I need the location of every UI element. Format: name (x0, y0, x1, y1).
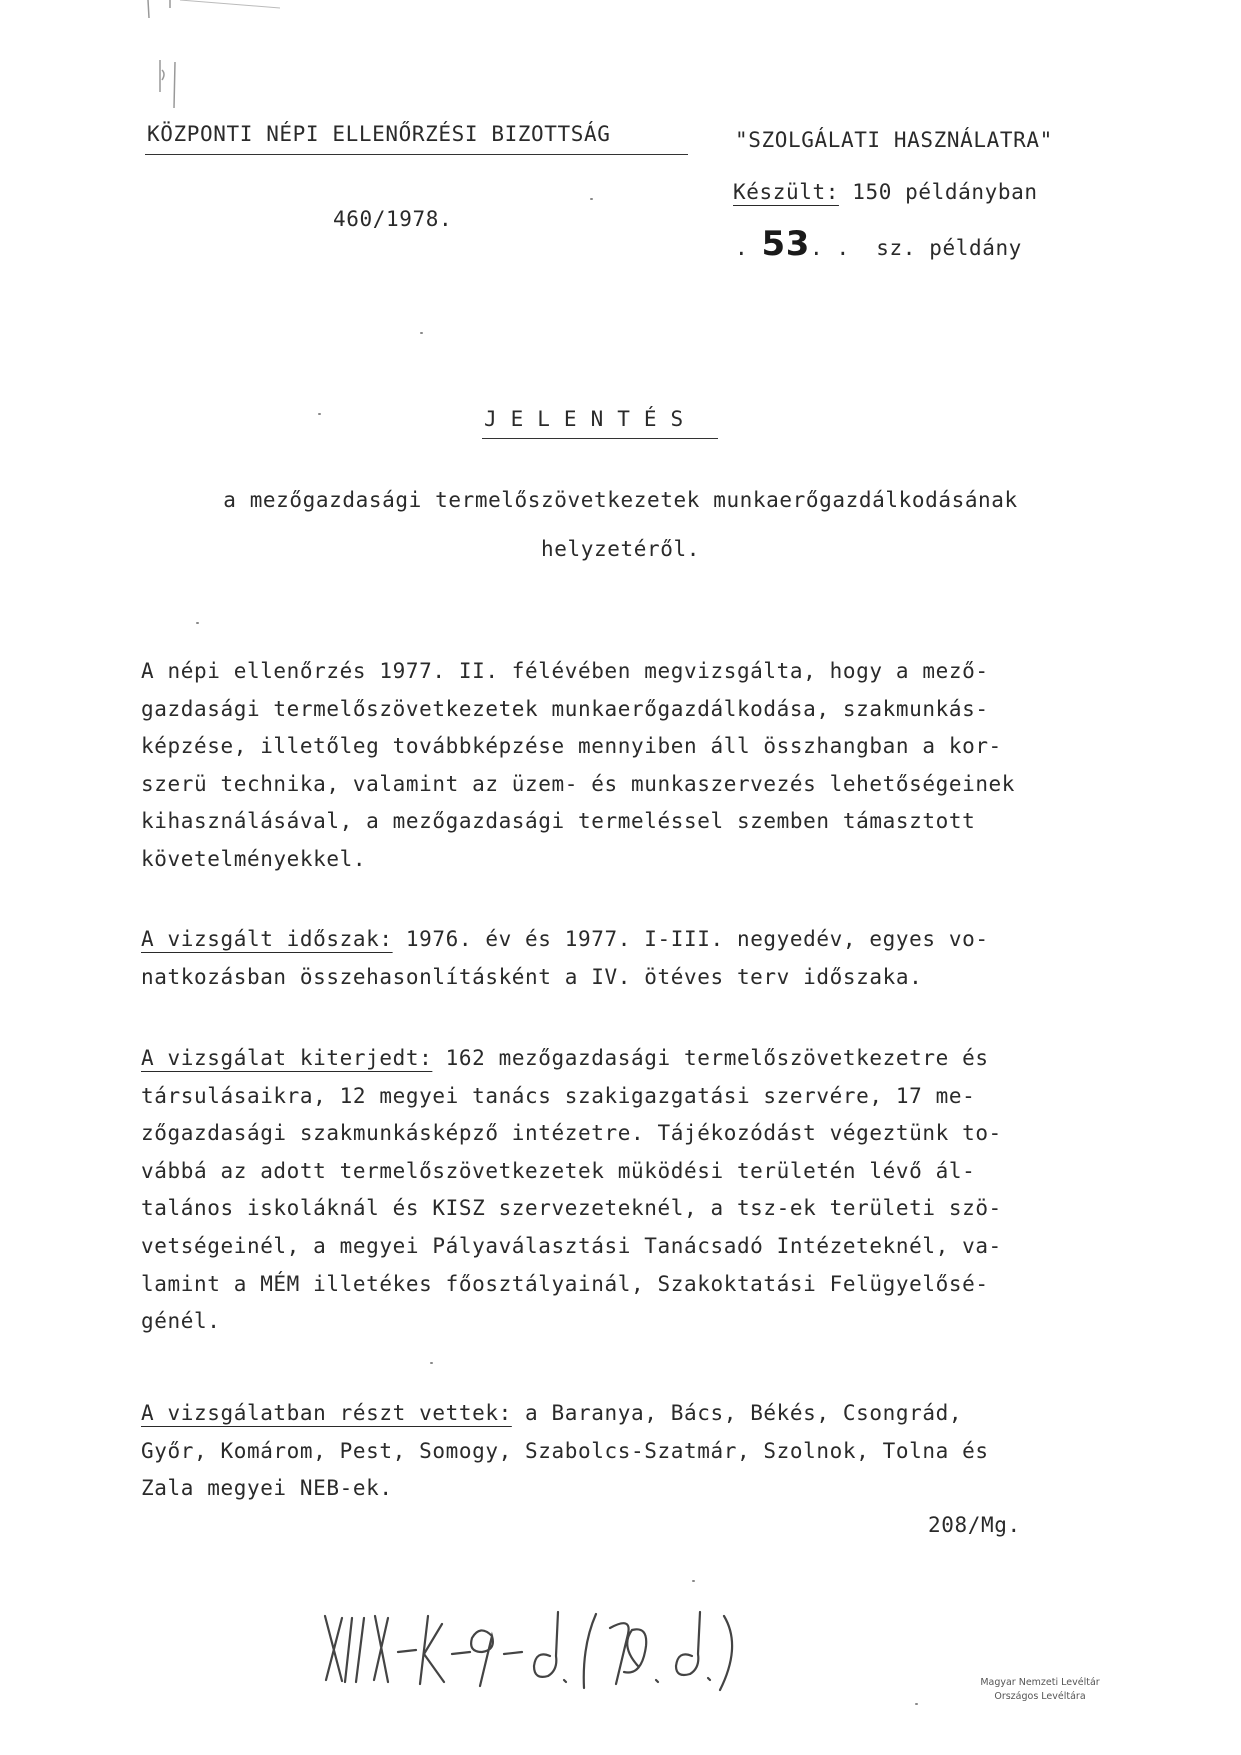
text-line: vetségeinél, a megyei Pályaválasztási Tanácsadó Intézeteknél, va- (141, 1233, 1002, 1258)
scan-speck (318, 413, 321, 415)
participants-label: A vizsgálatban részt vettek: (141, 1401, 512, 1425)
text-line: zőgazdasági szakmunkásképző intézetre. Tájékozódást végeztünk to- (141, 1121, 1002, 1146)
archive-signature-mark (320, 1606, 760, 1696)
document-title: JELENTÉS (484, 407, 698, 431)
archive-stamp (950, 1676, 1130, 1704)
scan-corner-marks (140, 0, 280, 120)
copy-suffix: sz. példány (876, 236, 1022, 260)
paragraph-period (141, 921, 1141, 996)
scan-speck (915, 1703, 918, 1705)
text-line: szerü technika, valamint az üzem- és munkaszervezés lehetőségeinek (141, 771, 1016, 796)
scan-speck (196, 622, 199, 624)
subtitle-line-2: helyzetéről. (541, 537, 700, 561)
stamp-line-1: Magyar Nemzeti Levéltár (980, 1677, 1100, 1688)
paragraph-participants (141, 1395, 1141, 1508)
organization-underline (145, 154, 688, 155)
paragraph-scope (141, 1040, 1141, 1341)
text-line: kihasználásával, a mezőgazdasági termeléssel szemben támasztott (141, 809, 976, 834)
text-line: lamint a MÉM illetékes főosztályainál, Szakoktatási Felügyelősé- (141, 1271, 989, 1296)
reference-number: 460/1978. (333, 207, 453, 231)
text-line: Zala megyei NEB-ek. (141, 1476, 393, 1501)
copies-label: Készült: (733, 180, 839, 204)
period-label: A vizsgált időszak: (141, 927, 393, 951)
text-line: natkozásban összehasonlításként a IV. ötéves terv időszaka. (141, 964, 923, 989)
text-line: talános iskoláknál és KISZ szervezeteknél, a tsz-ek területi szö- (141, 1196, 1002, 1221)
text-line: A népi ellenőrzés 1977. II. félévében megvizsgálta, hogy a mező- (141, 659, 989, 683)
copy-number-line: . 53. . sz. példány (735, 224, 1022, 264)
copies-line (733, 180, 1038, 204)
copies-value: 150 példányban (852, 180, 1038, 204)
text-line: képzése, illetőleg továbbképzése mennyiben áll összhangban a kor- (141, 734, 1002, 759)
scan-speck (420, 332, 423, 334)
stamp-line-2: Országos Levéltára (994, 1691, 1086, 1702)
organization-name: KÖZPONTI NÉPI ELLENŐRZÉSI BIZOTTSÁG (147, 122, 611, 146)
scan-speck (430, 1362, 433, 1364)
text-line: gazdasági termelőszövetkezetek munkaerőgazdálkodása, szakmunkás- (141, 696, 989, 721)
paragraph-intro (141, 653, 1141, 879)
text-line: génél. (141, 1309, 221, 1334)
text-line: A vizsgálatban részt vettek: a Baranya, Bács, Békés, Csongrád, (141, 1401, 963, 1425)
classification-label: "SZOLGÁLATI HASZNÁLATRA" (735, 128, 1053, 152)
text-line: A vizsgálat kiterjedt: 162 mezőgazdasági termelőszövetkezetre és (141, 1046, 989, 1070)
scope-label: A vizsgálat kiterjedt: (141, 1046, 433, 1070)
subtitle-line-1: a mezőgazdasági termelőszövetkezetek munkaerőgazdálkodásának (223, 488, 1018, 512)
text-line: vábbá az adott termelőszövetkezetek müködési területén lévő ál- (141, 1158, 976, 1183)
text-line: követelményekkel. (141, 846, 367, 871)
copy-number: 53 (761, 224, 811, 264)
page-reference: 208/Mg. (928, 1513, 1021, 1537)
text-line: A vizsgált időszak: 1976. év és 1977. I-III. negyedév, egyes vo- (141, 927, 989, 951)
title-underline (482, 438, 718, 439)
text-line: társulásaikra, 12 megyei tanács szakigazgatási szervére, 17 me- (141, 1083, 976, 1108)
text-line: Győr, Komárom, Pest, Somogy, Szabolcs-Szatmár, Szolnok, Tolna és (141, 1438, 989, 1463)
scan-speck (692, 1580, 695, 1582)
scan-speck (590, 198, 593, 200)
